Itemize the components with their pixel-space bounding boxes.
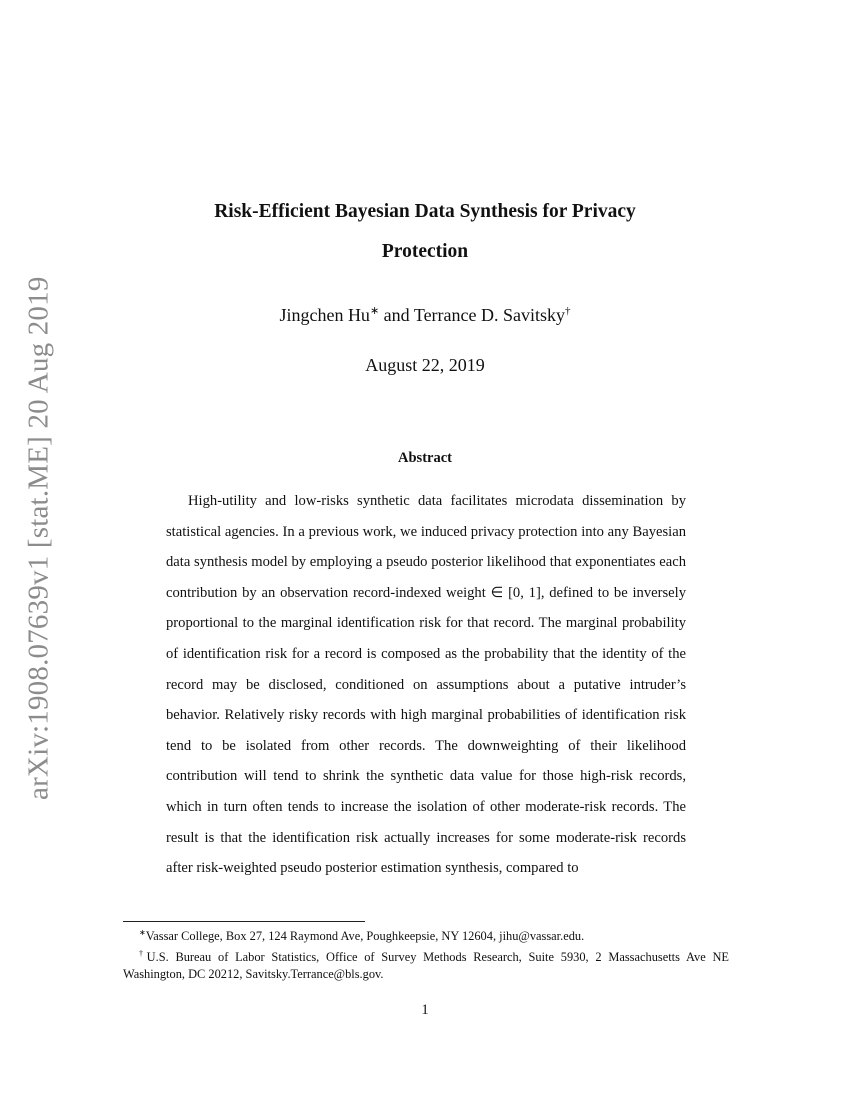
page-number: 1	[421, 1002, 429, 1018]
footnote-1-mark: ∗	[139, 928, 146, 937]
author-list	[0, 304, 850, 326]
footnote-divider	[123, 921, 365, 922]
footnotes	[123, 924, 729, 983]
paper-title	[0, 192, 850, 272]
arxiv-identifier: arXiv:1908.07639v1 [stat.ME] 20 Aug 2019	[22, 276, 55, 800]
footnote-1	[123, 924, 729, 945]
author-1-footnote-mark: ∗	[369, 305, 380, 317]
author-2-footnote-mark: †	[565, 305, 571, 317]
footnote-2-mark: †	[139, 949, 147, 958]
title-line-2: Protection	[381, 241, 469, 262]
footnote-1-text: Vassar College, Box 27, 124 Raymond Ave, Poughkeepsie, NY 12604, jihu@vassar.edu.	[145, 929, 585, 943]
title-line-1: Risk-Efficient Bayesian Data Synthesis for Privacy	[214, 201, 636, 222]
abstract-text: High-utility and low-risks synthetic data facilitates microdata dissemination by statistical agencies. In a previous work, we induced privacy protection into any Bayesian data synthesis model by employing a pseudo posterior likelihood that exponentiates each contribution by an observation record-indexed weight ∈ [0, 1], defined to be inversely proportional to the marginal identification risk for that record. The marginal probability of identification risk for a record is composed as the probability that the identity of the record may be disclosed, conditioned on assumptions about a putative intruder’s behavior. Relatively risky records with high marginal probabilities of identification risk tend to be isolated from other records. The downweighting of their likelihood contribution will tend to shrink the synthetic data value for those high-risk records, which in turn often tends to increase the isolation of other moderate-risk records. The result is that the identification risk actually increases for some moderate-risk records after risk-weighted pseudo posterior estimation synthesis, compared to	[166, 493, 686, 877]
footnote-2	[123, 945, 729, 983]
author-2: Terrance D. Savitsky	[413, 305, 566, 325]
footnote-2-text: U.S. Bureau of Labor Statistics, Office of Survey Methods Research, Suite 5930, 2 Massachusetts Ave NE Washington, DC 20212, Savitsky.Terrance@bls.gov.	[123, 950, 729, 981]
paper-date: August 22, 2019	[365, 355, 485, 375]
author-1: Jingchen Hu	[279, 305, 370, 325]
author-separator: and	[379, 305, 414, 325]
abstract-heading: Abstract	[398, 450, 452, 466]
